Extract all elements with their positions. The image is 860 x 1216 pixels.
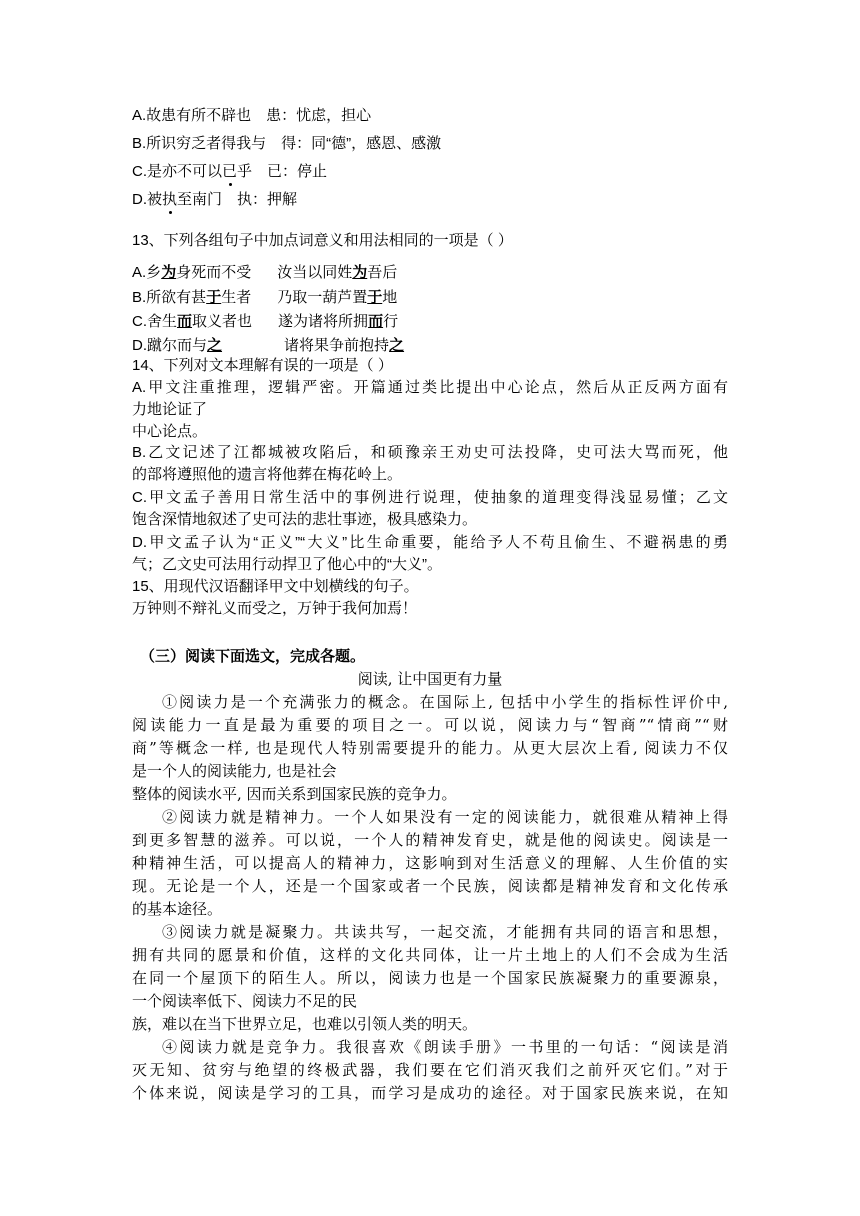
- q13-text: 汝当以同姓: [277, 264, 353, 281]
- q13-text: 遂为诸将所拥: [278, 313, 369, 330]
- passage-p3-line: 一个阅读率低下、阅读力不足的民: [132, 992, 358, 1010]
- passage-p3-line: 拥有共同的愿景和价值，这样的文化共同体，让一片土地上的人们不会成为生活: [132, 946, 728, 964]
- q13-text: 诸将果争前抱持: [284, 337, 390, 354]
- q13-text: 吾后: [367, 264, 398, 281]
- q12-option-a: A.故患有所不辟也 患：忧虑，担心: [132, 107, 372, 124]
- passage-p1-line: 商”等概念一样, 也是现代人特别需要提升的能力。从更大层次上看, 阅读力不仅: [132, 739, 728, 757]
- passage-p4-line: 灭无知、贫穷与绝望的终极武器，我们要在它们消灭我们之前歼灭它们。”对于: [132, 1061, 728, 1079]
- passage-p3-line: ③阅读力就是凝聚力。共读共写，一起交流，才能拥有共同的语言和思想，: [162, 923, 728, 941]
- q12-option-c-text: 乎 已：停止: [237, 163, 328, 180]
- q13-marked-word: 之: [389, 337, 405, 354]
- q13-option-c: [132, 312, 398, 332]
- passage-p3-line: 族，难以在当下世界立足，也难以引领人类的明天。: [132, 1015, 478, 1033]
- q13-text: 生者: [221, 289, 252, 306]
- q12-option-d-text: D.被: [132, 191, 163, 208]
- q13-option-d: [132, 336, 404, 356]
- passage-p2-line: 现。无论是一个人，还是一个国家或者一个民族，阅读都是精神发育和文化传承: [132, 877, 728, 895]
- q13-text: A.乡: [132, 264, 162, 281]
- q14-stem: 14、下列对文本理解有误的一项是（ ）: [132, 357, 393, 374]
- passage-p2-line: 到更多智慧的滋养。可以说，一个人的精神发育史，就是他的阅读史。阅读是一: [132, 831, 728, 849]
- q14-option-b-line: 的部将遵照他的遗言将他葬在梅花岭上。: [132, 466, 403, 483]
- q13-text: 身死而不受: [176, 264, 252, 281]
- q14-option-d-line: D.甲文孟子认为“正义”“大义”比生命重要，能给予人不苟且偷生、不避祸患的勇: [132, 534, 728, 551]
- passage-p1-line: 是一个人的阅读能力, 也是社会: [132, 762, 337, 780]
- q13-option-a: [132, 263, 397, 283]
- q12-option-b: B.所识穷乏者得我与 得：同“德”，感恩、感激: [132, 135, 442, 152]
- q14-option-c-line: C.甲文孟子善用日常生活中的事例进行说理，使抽象的道理变得浅显易懂；乙文: [132, 489, 728, 506]
- emphasis-dot-word: 执: [162, 191, 178, 208]
- passage-p2-line: ②阅读力就是精神力。一个人如果没有一定的阅读能力，就很难从精神上得: [162, 808, 728, 826]
- section-heading: （三）阅读下面选文，完成各题。: [140, 648, 366, 665]
- passage-p1-line: 整体的阅读水平, 因而关系到国家民族的竞争力。: [132, 785, 457, 803]
- q13-marked-word: 为: [161, 264, 177, 281]
- q14-option-a-line: 中心论点。: [132, 423, 208, 440]
- q14-option-c-line: 饱含深情地叙述了史可法的悲壮事迹，极具感染力。: [132, 511, 478, 528]
- q13-marked-word: 而: [368, 313, 384, 330]
- passage-title: 阅读, 让中国更有力量: [357, 670, 503, 688]
- q12-option-d-text: 至南门 执：押解: [177, 191, 298, 208]
- passage-p4-line: 个体来说，阅读是学习的工具，而学习是成功的途径。对于国家民族来说，在知: [132, 1084, 728, 1102]
- q13-text: 乃取一葫芦置: [277, 289, 368, 306]
- q13-text: 取义者也: [192, 313, 253, 330]
- q13-stem: 13、下列各组句子中加点词意义和用法相同的一项是（ ）: [132, 232, 513, 249]
- passage-p2-line: 的基本途径。: [132, 900, 223, 918]
- q13-text: B.所欲有甚: [132, 289, 207, 306]
- q14-option-b-line: B.乙文记述了江都城被攻陷后，和硕豫亲王劝史可法投降，史可法大骂而死，他: [132, 444, 728, 461]
- q13-text: D.蹴尔而与: [132, 337, 208, 354]
- q13-marked-word: 之: [207, 337, 223, 354]
- q15-stem: 15、用现代汉语翻译甲文中划横线的句子。: [132, 578, 419, 595]
- passage-p1-line: 阅读能力一直是最为重要的项目之一。可以说，阅读力与“智商”“情商”“财: [132, 716, 728, 734]
- q12-option-c-text: C.是亦不可以: [132, 163, 223, 180]
- q13-marked-word: 而: [177, 313, 193, 330]
- q13-option-b: [132, 288, 397, 308]
- q13-text: C.舍生: [132, 313, 178, 330]
- q13-text: 行: [383, 313, 399, 330]
- emphasis-dot-word: 已: [222, 163, 238, 180]
- q13-marked-word: 于: [206, 289, 222, 306]
- q15-sentence: 万钟则不辩礼义而受之，万钟于我何加焉！: [132, 600, 418, 617]
- q13-marked-word: 于: [367, 289, 383, 306]
- passage-p2-line: 种精神生活，可以提高人的精神力，这影响到对生活意义的理解、人生价值的实: [132, 854, 728, 872]
- q12-option-c: [132, 162, 327, 182]
- q14-option-a-line: A.甲文注重推理，逻辑严密。开篇通过类比提出中心论点，然后从正反两方面有: [132, 379, 728, 396]
- q13-text: 地: [382, 289, 398, 306]
- q14-option-a-line: 力地论证了: [132, 401, 208, 418]
- q12-option-d: [132, 190, 297, 210]
- passage-p1-line: ①阅读力是一个充满张力的概念。在国际上, 包括中小学生的指标性评价中,: [162, 693, 728, 711]
- q14-option-d-line: 气；乙文史可法用行动捍卫了他心中的“大义”。: [132, 556, 442, 573]
- q13-marked-word: 为: [352, 264, 368, 281]
- passage-p4-line: ④阅读力就是竞争力。我很喜欢《朗读手册》一书里的一句话：“阅读是消: [162, 1038, 728, 1056]
- passage-p3-line: 在同一个屋顶下的陌生人。所以，阅读力也是一个国家民族凝聚力的重要源泉，: [132, 969, 728, 987]
